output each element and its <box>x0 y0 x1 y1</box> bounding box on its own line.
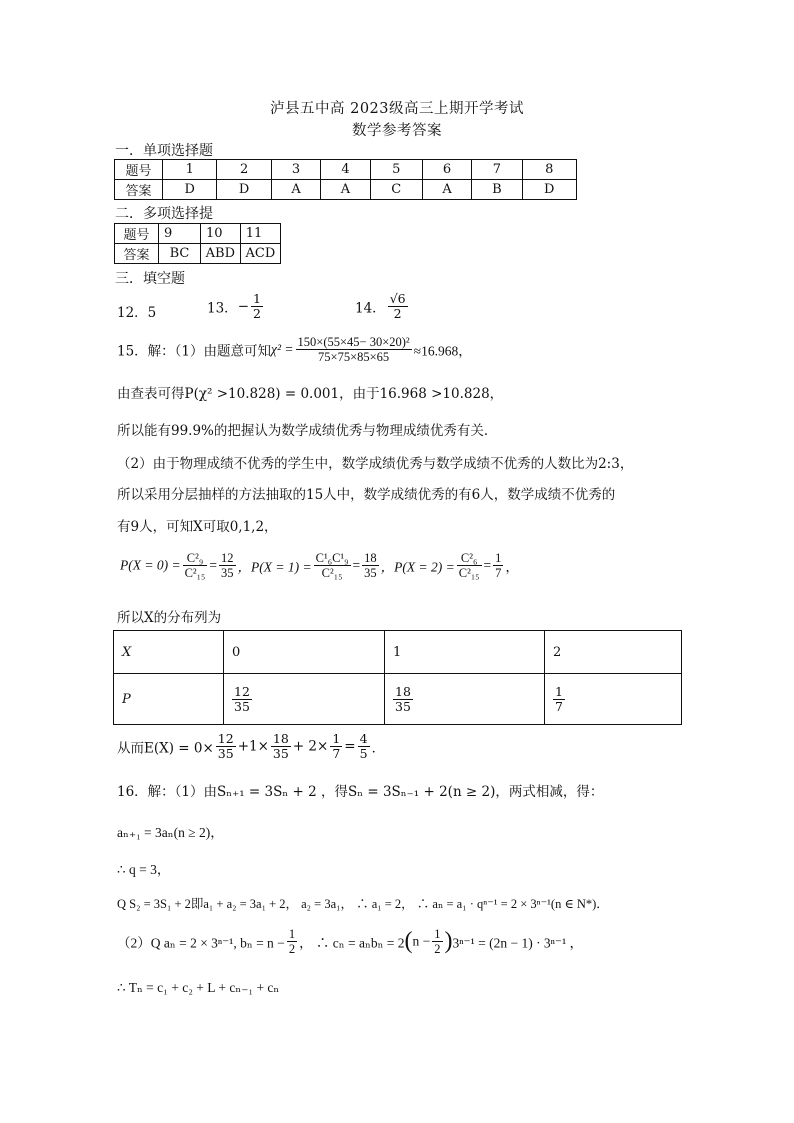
table-row <box>115 244 281 264</box>
table-cell: 4 <box>321 160 370 180</box>
table-cell: 7 <box>472 160 522 180</box>
q16-line5: （2）Q aₙ = 2 × 3ⁿ⁻¹, bₙ = n − $\frac{1}{2}$ ， ∴ cₙ = aₙbₙ = 2(n − $\frac{1}{2}$ )3ⁿ⁻¹ = (2n − 1) · 3ⁿ⁻¹ ， <box>117 927 583 956</box>
table-cell: 11 <box>240 224 280 244</box>
multiple-choice-table <box>114 223 281 264</box>
row-label: 题号 <box>115 224 159 244</box>
q15-line4: （2）由于物理成绩不优秀的学生中，数学成绩优秀与数学成绩不优秀的人数比为2:3， <box>117 456 634 472</box>
table-cell: $\frac{1}{7}$ <box>545 674 682 725</box>
table-row <box>115 224 281 244</box>
table-cell: 0 <box>224 631 385 674</box>
table-cell: D <box>217 180 271 200</box>
fraction: $\frac{1}{2}$ <box>253 291 261 321</box>
table-cell: 2 <box>217 160 271 180</box>
section3-heading: 三．填空题 <box>115 271 185 287</box>
row-label: 答案 <box>115 244 159 264</box>
row-label: 题号 <box>115 160 163 180</box>
p-header: P <box>114 674 224 725</box>
table-cell: D <box>163 180 217 200</box>
table-cell: $\frac{12}{35}$ <box>224 674 385 725</box>
table-cell: C <box>370 180 422 200</box>
q16-line3: ∴ q = 3， <box>117 862 171 877</box>
table-cell: B <box>472 180 522 200</box>
table-cell: A <box>321 180 370 200</box>
answer-12: 12．5 <box>117 305 157 321</box>
x-header: X <box>114 631 224 674</box>
page-subtitle: 数学参考答案 <box>352 123 442 139</box>
answer-14-label: 14． <box>355 300 386 317</box>
q15-line2: 由查表可得P(χ² >10.828) = 0.001，由于16.968 >10.828， <box>117 386 504 402</box>
table-cell: 5 <box>370 160 422 180</box>
q16-line4: Q S₂ = 3S₁ + 2即a₁ + a₂ = 3a₁ + 2， a₂ = 3a₁， ∴ a₁ = 2， ∴ aₙ = a₁ · qⁿ⁻¹ = 2 × 3ⁿ⁻¹(n ∈ N*)． <box>117 897 609 911</box>
page-title: 泸县五中高 2023级高三上期开学考试 <box>269 101 524 117</box>
table-cell: 8 <box>522 160 576 180</box>
table-cell: $\frac{18}{35}$ <box>385 674 545 725</box>
distribution-table <box>113 630 682 725</box>
table-cell: 6 <box>422 160 471 180</box>
table-cell: D <box>522 180 576 200</box>
table-row <box>114 674 682 725</box>
q15-line3: 所以能有99.9%的把握认为数学成绩优秀与物理成绩优秀有关． <box>117 423 498 439</box>
table-cell: 2 <box>545 631 682 674</box>
fraction: $\frac{√6}{2}$ <box>389 291 406 321</box>
q16-line6: ∴ Tₙ = c₁ + c₂ + L + cₙ₋₁ + cₙ <box>117 980 280 995</box>
q15-line5: 所以采用分层抽样的方法抽取的15人中，数学成绩优秀的有6人，数学成绩不优秀的 <box>117 487 616 503</box>
probability-line: P(X = 0) = $\frac{\text{C²₉}}{\text{C²₁₅}}$ = $\frac{12}{35}$ ，P(X = 1) = $\frac{\text{C¹₆C¹₉}}{\text{C²₁₅}}$ = $\frac{18}{35}$ ，P(X = 2) = $\frac{\text{C²₆}}{\text{C²₁₅}}$ = $\frac{1}{7}$ ， <box>120 551 519 580</box>
table-row <box>115 180 577 200</box>
table-cell: 1 <box>163 160 217 180</box>
table-cell: ACD <box>240 244 280 264</box>
q16-line2: aₙ₊₁ = 3aₙ(n ≥ 2)， <box>117 825 224 840</box>
minus-sign: − <box>237 298 249 315</box>
table-cell: 10 <box>201 224 241 244</box>
table-cell: 9 <box>159 224 201 244</box>
table-cell: A <box>271 180 320 200</box>
table-cell: ABD <box>201 244 241 264</box>
q15-line1: 15．解：（1）由题意可知χ² = $\frac{\text{150×(55×45− 30×20)²}}{75\times 75\times 85\times 65}$ ≈16.968， <box>117 335 472 364</box>
chi-square-fraction: $\frac{\text{150×(55×45− 30×20)²}}{75\times 75\times 85\times 65}$ <box>297 335 410 364</box>
answer-13-label: 13． <box>207 300 238 317</box>
table-row <box>115 160 577 180</box>
table-cell: 1 <box>385 631 545 674</box>
table-row <box>114 631 682 674</box>
q16-line1: 16．解：（1）由Sₙ₊₁ = 3Sₙ + 2 ，得Sₙ = 3Sₙ₋₁ + 2(n ≥ 2)，两式相减，得： <box>117 784 604 800</box>
distribution-intro: 所以X的分布列为 <box>117 610 222 626</box>
row-label: 答案 <box>115 180 163 200</box>
single-choice-table <box>114 159 577 200</box>
table-cell: BC <box>159 244 201 264</box>
answer-14 <box>355 292 410 321</box>
table-cell: A <box>422 180 471 200</box>
expectation-line: 从而E(X) = 0× $\frac{12}{35}$ +1× $\frac{18}{35}$ + 2× $\frac{1}{7}$ = $\frac{4}{5}$ ． <box>117 731 386 761</box>
section2-heading: 二．多项选择提 <box>115 206 213 222</box>
answer-13 <box>207 292 265 321</box>
section1-heading: 一．单项选择题 <box>115 143 213 159</box>
table-cell: 3 <box>271 160 320 180</box>
q15-line6: 有9人，可知X可取0,1,2， <box>117 519 278 535</box>
